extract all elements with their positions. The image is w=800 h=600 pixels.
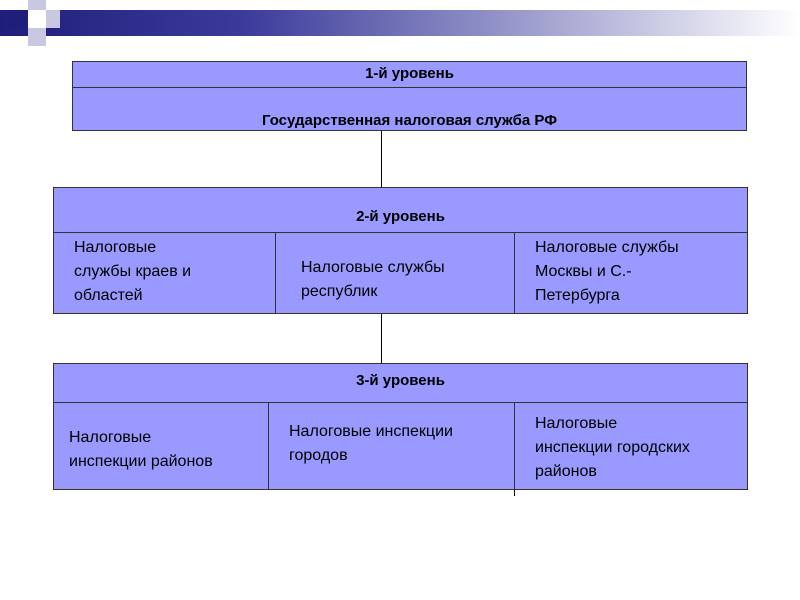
cell-line: областей <box>74 287 143 304</box>
connector-line-1-2 <box>381 130 382 188</box>
level1-box <box>72 61 747 131</box>
level3-heading: 3-й уровень <box>356 372 445 389</box>
level2-divider <box>54 232 747 233</box>
level1-title: Государственная налоговая служба РФ <box>261 112 558 129</box>
cell-line: Налоговые <box>69 429 152 446</box>
level2-col-divider <box>275 232 276 314</box>
level3-box <box>53 363 748 490</box>
cell-line: Налоговые службы <box>301 259 445 276</box>
cell-line: Налоговые <box>535 415 618 432</box>
cell-line: республик <box>301 283 378 300</box>
cell-line: Налоговые инспекции <box>289 423 453 440</box>
decor-square-light <box>28 0 46 10</box>
decor-square-light <box>28 28 46 46</box>
cell-line: инспекции районов <box>69 453 213 470</box>
cell-line: Петербурга <box>535 287 620 304</box>
level1-divider <box>73 87 746 88</box>
cell-line: районов <box>535 463 597 480</box>
cell-line: Москвы и С.- <box>535 263 632 280</box>
level2-heading: 2-й уровень <box>356 208 445 225</box>
level1-heading: 1-й уровень <box>365 65 454 82</box>
level3-cell-districts <box>69 426 213 474</box>
cell-line: городов <box>289 447 348 464</box>
level2-col-divider <box>514 232 515 314</box>
level2-cell-regions <box>74 236 191 308</box>
decor-square-white <box>28 10 46 28</box>
connector-line-2-3 <box>381 313 382 365</box>
level2-cell-republics <box>301 256 445 304</box>
cell-line: Налоговые <box>74 239 157 256</box>
level2-box <box>53 187 748 314</box>
level3-divider <box>54 402 747 403</box>
level3-col-divider <box>514 402 515 490</box>
level3-cell-city-districts <box>535 412 690 484</box>
cell-line: Налоговые службы <box>535 239 679 256</box>
decor-square-dark <box>10 10 28 28</box>
cell-line: инспекции городских <box>535 439 690 456</box>
level2-cell-moscow-spb <box>535 236 679 308</box>
header-gradient-bar <box>0 10 800 36</box>
cell-line: службы краев и <box>74 263 192 280</box>
level3-col-divider <box>268 402 269 490</box>
level3-cell-cities <box>289 420 453 468</box>
decor-square-light <box>46 10 60 28</box>
